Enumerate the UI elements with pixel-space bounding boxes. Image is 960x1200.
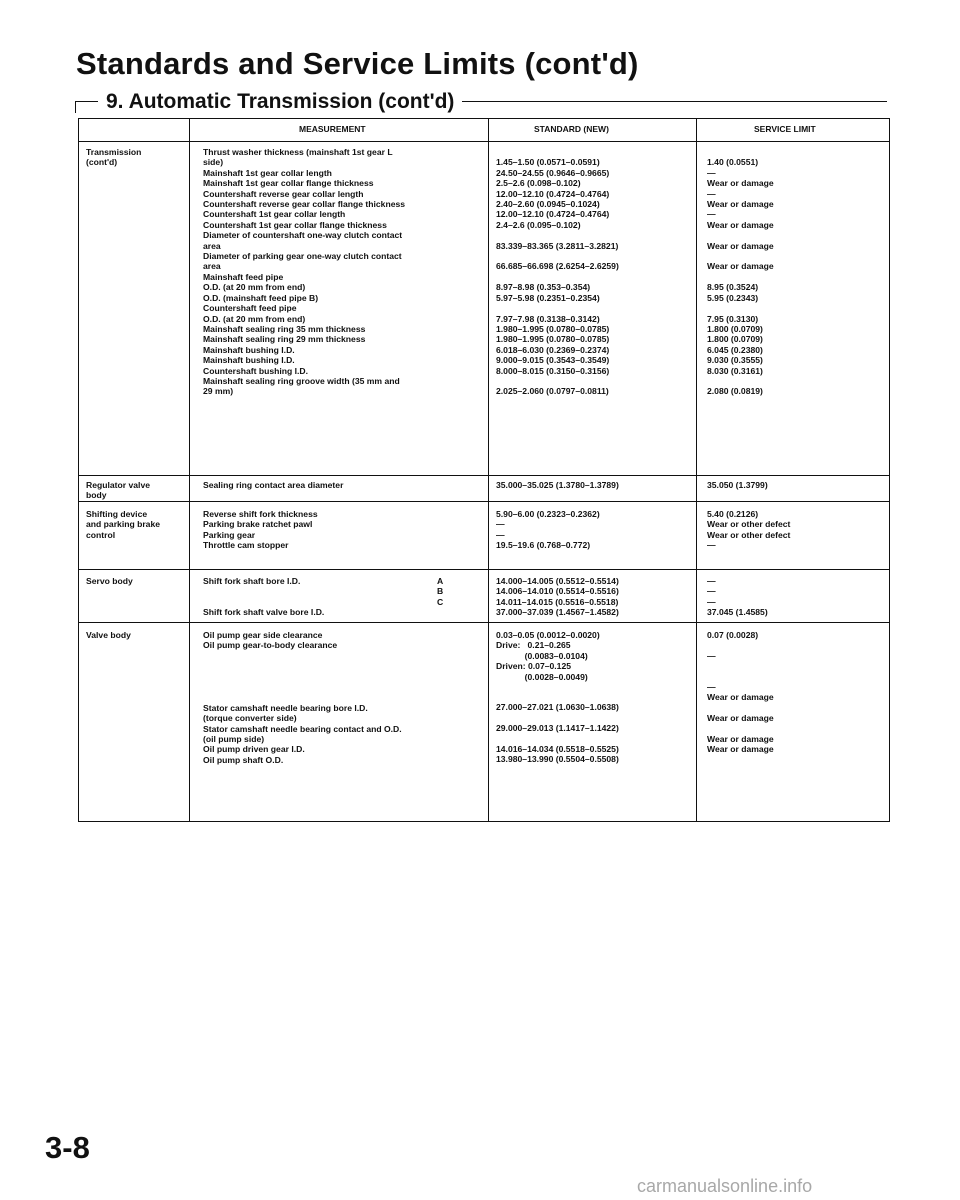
measurement-line: Mainshaft sealing ring 29 mm thickness bbox=[203, 334, 366, 345]
row-divider bbox=[79, 475, 889, 476]
measurement-cell bbox=[203, 147, 405, 397]
measurement-line: 29 mm) bbox=[203, 386, 234, 397]
limit-line bbox=[707, 230, 774, 240]
standard-line: 1.980–1.995 (0.0780–0.0785) bbox=[496, 323, 610, 334]
standard-cell bbox=[496, 576, 619, 618]
measurement-line: Countershaft bushing I.D. bbox=[203, 365, 309, 376]
measurement-line: Mainshaft feed pipe bbox=[203, 271, 284, 282]
measurement-line: Shift fork shaft valve bore I.D. bbox=[203, 607, 325, 618]
standard-line: 12.00–12.10 (0.4724–0.4764) bbox=[496, 209, 610, 220]
component-line: Regulator valve bbox=[86, 480, 150, 490]
component-line: Shifting device bbox=[86, 509, 148, 519]
standard-line bbox=[496, 712, 619, 722]
standard-line: — bbox=[496, 529, 505, 540]
limit-line: 2.080 (0.0819) bbox=[707, 386, 763, 397]
measurement-line: Sealing ring contact area diameter bbox=[203, 480, 344, 490]
standard-line: 1.45–1.50 (0.0571–0.0591) bbox=[496, 157, 600, 168]
limit-line: — bbox=[707, 209, 716, 220]
limit-line bbox=[707, 661, 774, 671]
limit-line: — bbox=[707, 586, 716, 597]
standard-line bbox=[496, 376, 619, 386]
component-line: control bbox=[86, 529, 116, 540]
measurement-line: Diameter of parking gear one-way clutch contact bbox=[203, 251, 402, 262]
section-tick bbox=[75, 101, 76, 113]
measurement-cell bbox=[203, 576, 324, 618]
measurement-line: Mainshaft bushing I.D. bbox=[203, 344, 295, 355]
measurement-line: Mainshaft 1st gear collar length bbox=[203, 167, 332, 178]
measurement-line: area bbox=[203, 261, 221, 272]
limit-line: 6.045 (0.2380) bbox=[707, 344, 763, 355]
limit-line bbox=[707, 272, 774, 282]
limit-line bbox=[707, 724, 774, 734]
component-cell bbox=[86, 147, 141, 168]
sub-label-b: B bbox=[437, 586, 444, 597]
limit-line: Wear or damage bbox=[707, 199, 774, 210]
standard-line: 2.5–2.6 (0.098–0.102) bbox=[496, 178, 581, 189]
standard-line: 14.000–14.005 (0.5512–0.5514) bbox=[496, 576, 619, 586]
limit-line bbox=[707, 147, 774, 157]
limit-line: Wear or damage bbox=[707, 219, 774, 230]
standard-line: 13.980–13.990 (0.5504–0.5508) bbox=[496, 754, 619, 765]
limit-line: 35.050 (1.3799) bbox=[707, 480, 768, 490]
standard-line bbox=[496, 147, 619, 157]
standard-line bbox=[496, 230, 619, 240]
standard-line: 29.000–29.013 (1.1417–1.1422) bbox=[496, 722, 619, 733]
measurement-line: Mainshaft bushing I.D. bbox=[203, 355, 295, 366]
measurement-header: MEASUREMENT bbox=[299, 124, 366, 134]
measurement-line: Oil pump gear-to-body clearance bbox=[203, 640, 338, 651]
measurement-line: side) bbox=[203, 157, 224, 168]
standard-line: 0.03–0.05 (0.0012–0.0020) bbox=[496, 630, 600, 640]
limit-line: 37.045 (1.4585) bbox=[707, 607, 768, 618]
measurement-line: Mainshaft sealing ring groove width (35 mm and bbox=[203, 375, 400, 386]
measurement-line: Mainshaft sealing ring 35 mm thickness bbox=[203, 323, 366, 334]
standard-line: 19.5–19.6 (0.768–0.772) bbox=[496, 540, 591, 551]
bore-sublabels bbox=[437, 576, 443, 607]
limit-line bbox=[707, 303, 774, 313]
standard-line bbox=[496, 733, 619, 743]
limit-line: 1.800 (0.0709) bbox=[707, 323, 763, 334]
measurement-line: O.D. (at 20 mm from end) bbox=[203, 313, 306, 324]
standard-cell bbox=[496, 480, 619, 490]
standard-line: (0.0028–0.0049) bbox=[496, 671, 588, 682]
measurement-cell bbox=[203, 509, 318, 551]
component-line: (cont'd) bbox=[86, 157, 118, 168]
measurement-line: (oil pump side) bbox=[203, 734, 265, 745]
measurement-line: Diameter of countershaft one-way clutch contact bbox=[203, 230, 403, 241]
service-limit-header: SERVICE LIMIT bbox=[754, 124, 816, 134]
limit-line: 5.40 (0.2126) bbox=[707, 509, 759, 519]
header-divider bbox=[79, 141, 889, 142]
watermark: carmanualsonline.info bbox=[637, 1176, 813, 1196]
standard-line: 6.018–6.030 (0.2369–0.2374) bbox=[496, 344, 610, 355]
measurement-cell bbox=[203, 480, 343, 490]
limit-line: 1.800 (0.0709) bbox=[707, 334, 763, 345]
component-cell bbox=[86, 630, 131, 640]
standard-line: 1.980–1.995 (0.0780–0.0785) bbox=[496, 334, 610, 345]
standard-line: 2.025–2.060 (0.0797–0.0811) bbox=[496, 386, 609, 397]
limit-line: Wear or damage bbox=[707, 713, 774, 724]
limit-cell bbox=[707, 147, 774, 397]
measurement-line bbox=[203, 597, 324, 607]
standard-line bbox=[496, 303, 619, 313]
measurement-line: Countershaft reverse gear collar length bbox=[203, 188, 364, 199]
measurement-line: Oil pump driven gear I.D. bbox=[203, 744, 305, 755]
measurement-line: (torque converter side) bbox=[203, 713, 297, 724]
measurement-line: Throttle cam stopper bbox=[203, 540, 289, 551]
component-line: Transmission bbox=[86, 147, 142, 157]
measurement-line bbox=[203, 692, 402, 702]
standard-line: Driven: 0.07–0.125 bbox=[496, 661, 572, 672]
measurement-line bbox=[203, 672, 402, 682]
limit-line: Wear or damage bbox=[707, 240, 774, 251]
measurement-line: Oil pump gear side clearance bbox=[203, 630, 323, 640]
standard-line: Drive: 0.21–0.265 bbox=[496, 640, 571, 651]
standard-line: 14.016–14.034 (0.5518–0.5525) bbox=[496, 743, 619, 754]
sub-label-a: A bbox=[437, 576, 444, 586]
standard-line: 83.339–83.365 (3.2811–3.2821) bbox=[496, 240, 619, 251]
measurement-line: Countershaft 1st gear collar length bbox=[203, 209, 346, 220]
limit-line: 1.40 (0.0551) bbox=[707, 157, 759, 168]
standard-cell bbox=[496, 630, 619, 764]
standard-line bbox=[496, 272, 619, 282]
section-title: 9. Automatic Transmission (cont'd) bbox=[98, 90, 462, 114]
measurement-line: area bbox=[203, 240, 221, 251]
limit-line: Wear or damage bbox=[707, 261, 774, 272]
limit-line: — bbox=[707, 596, 716, 607]
standard-cell bbox=[496, 509, 600, 551]
limit-line: Wear or damage bbox=[707, 734, 774, 745]
standard-cell bbox=[496, 147, 619, 397]
component-line: and parking brake bbox=[86, 519, 161, 530]
page-number: 3-8 bbox=[45, 1130, 90, 1165]
limit-cell bbox=[707, 630, 774, 755]
limit-line bbox=[707, 703, 774, 713]
limit-line bbox=[707, 251, 774, 261]
standard-line: 35.000–35.025 (1.3780–1.3789) bbox=[496, 480, 619, 490]
standard-line: (0.0083–0.0104) bbox=[496, 650, 588, 661]
limit-line: Wear or other defect bbox=[707, 519, 791, 530]
limit-line: Wear or damage bbox=[707, 178, 774, 189]
limit-cell bbox=[707, 509, 790, 551]
limit-line: 5.95 (0.2343) bbox=[707, 292, 759, 303]
measurement-cell bbox=[203, 630, 402, 765]
standard-line: 8.97–8.98 (0.353–0.354) bbox=[496, 282, 591, 293]
spec-table bbox=[78, 118, 890, 822]
standard-line: 7.97–7.98 (0.3138–0.3142) bbox=[496, 313, 600, 324]
component-line: Servo body bbox=[86, 576, 133, 586]
measurement-line: Mainshaft 1st gear collar flange thickness bbox=[203, 178, 374, 189]
standard-line bbox=[496, 251, 619, 261]
standard-line: 2.4–2.6 (0.095–0.102) bbox=[496, 219, 581, 230]
column-divider bbox=[488, 119, 489, 821]
standard-line: 14.006–14.010 (0.5514–0.5516) bbox=[496, 586, 619, 597]
measurement-line: Reverse shift fork thickness bbox=[203, 509, 318, 519]
component-cell bbox=[86, 480, 150, 501]
standard-line: 2.40–2.60 (0.0945–0.1024) bbox=[496, 199, 600, 210]
limit-line: Wear or damage bbox=[707, 744, 774, 755]
measurement-line: O.D. (mainshaft feed pipe B) bbox=[203, 292, 319, 303]
measurement-line: Oil pump shaft O.D. bbox=[203, 754, 284, 765]
measurement-line: Countershaft reverse gear collar flange thickness bbox=[203, 199, 406, 210]
column-divider bbox=[696, 119, 697, 821]
measurement-line bbox=[203, 682, 402, 692]
limit-line: — bbox=[707, 188, 716, 199]
limit-line: 8.95 (0.3524) bbox=[707, 282, 759, 293]
component-cell bbox=[86, 509, 160, 540]
component-line: body bbox=[86, 490, 107, 501]
standard-line: 12.00–12.10 (0.4724–0.4764) bbox=[496, 188, 610, 199]
standard-line: 24.50–24.55 (0.9646–0.9665) bbox=[496, 167, 610, 178]
limit-line: 9.030 (0.3555) bbox=[707, 355, 763, 366]
standard-line: 8.000–8.015 (0.3150–0.3156) bbox=[496, 365, 610, 376]
limit-line: 7.95 (0.3130) bbox=[707, 313, 759, 324]
limit-line bbox=[707, 672, 774, 682]
measurement-line: Shift fork shaft bore I.D. bbox=[203, 576, 301, 586]
standard-line: 5.90–6.00 (0.2323–0.2362) bbox=[496, 509, 600, 519]
measurement-line: Parking gear bbox=[203, 529, 256, 540]
limit-line: — bbox=[707, 576, 716, 586]
measurement-line: Parking brake ratchet pawl bbox=[203, 519, 313, 530]
standard-line: 66.685–66.698 (2.6254–2.6259) bbox=[496, 261, 619, 272]
measurement-line: Stator camshaft needle bearing contact and O.D. bbox=[203, 723, 402, 734]
measurement-line: Countershaft feed pipe bbox=[203, 303, 297, 314]
row-divider bbox=[79, 622, 889, 623]
standard-line: 9.000–9.015 (0.3543–0.3549) bbox=[496, 355, 610, 366]
measurement-line bbox=[203, 661, 402, 671]
limit-line: 0.07 (0.0028) bbox=[707, 630, 759, 640]
limit-cell bbox=[707, 480, 768, 490]
row-divider bbox=[79, 501, 889, 502]
limit-cell bbox=[707, 576, 768, 618]
measurement-line bbox=[203, 651, 402, 661]
component-line: Valve body bbox=[86, 630, 131, 640]
limit-line bbox=[707, 376, 774, 386]
column-divider bbox=[189, 119, 190, 821]
limit-line: Wear or damage bbox=[707, 692, 774, 703]
standard-line: 14.011–14.015 (0.5516–0.5518) bbox=[496, 596, 619, 607]
limit-line: — bbox=[707, 650, 716, 661]
limit-line bbox=[707, 640, 774, 650]
standard-line: 5.97–5.98 (0.2351–0.2354) bbox=[496, 292, 600, 303]
limit-line: — bbox=[707, 540, 716, 551]
component-cell bbox=[86, 576, 133, 586]
standard-line: 27.000–27.021 (1.0630–1.0638) bbox=[496, 702, 619, 713]
standard-header: STANDARD (NEW) bbox=[534, 124, 609, 134]
row-divider bbox=[79, 569, 889, 570]
limit-line: — bbox=[707, 682, 716, 693]
limit-line: Wear or other defect bbox=[707, 529, 791, 540]
limit-line: — bbox=[707, 167, 716, 178]
measurement-line: Thrust washer thickness (mainshaft 1st gear L bbox=[203, 147, 393, 157]
limit-line: 8.030 (0.3161) bbox=[707, 365, 763, 376]
page-title: Standards and Service Limits (cont'd) bbox=[76, 46, 639, 81]
measurement-line: O.D. (at 20 mm from end) bbox=[203, 282, 306, 293]
measurement-line: Countershaft 1st gear collar flange thickness bbox=[203, 219, 387, 230]
standard-line: — bbox=[496, 519, 505, 530]
standard-line: 37.000–37.039 (1.4567–1.4582) bbox=[496, 607, 619, 618]
measurement-line bbox=[203, 586, 324, 596]
sub-label-c: C bbox=[437, 596, 444, 607]
measurement-line: Stator camshaft needle bearing bore I.D. bbox=[203, 702, 368, 713]
